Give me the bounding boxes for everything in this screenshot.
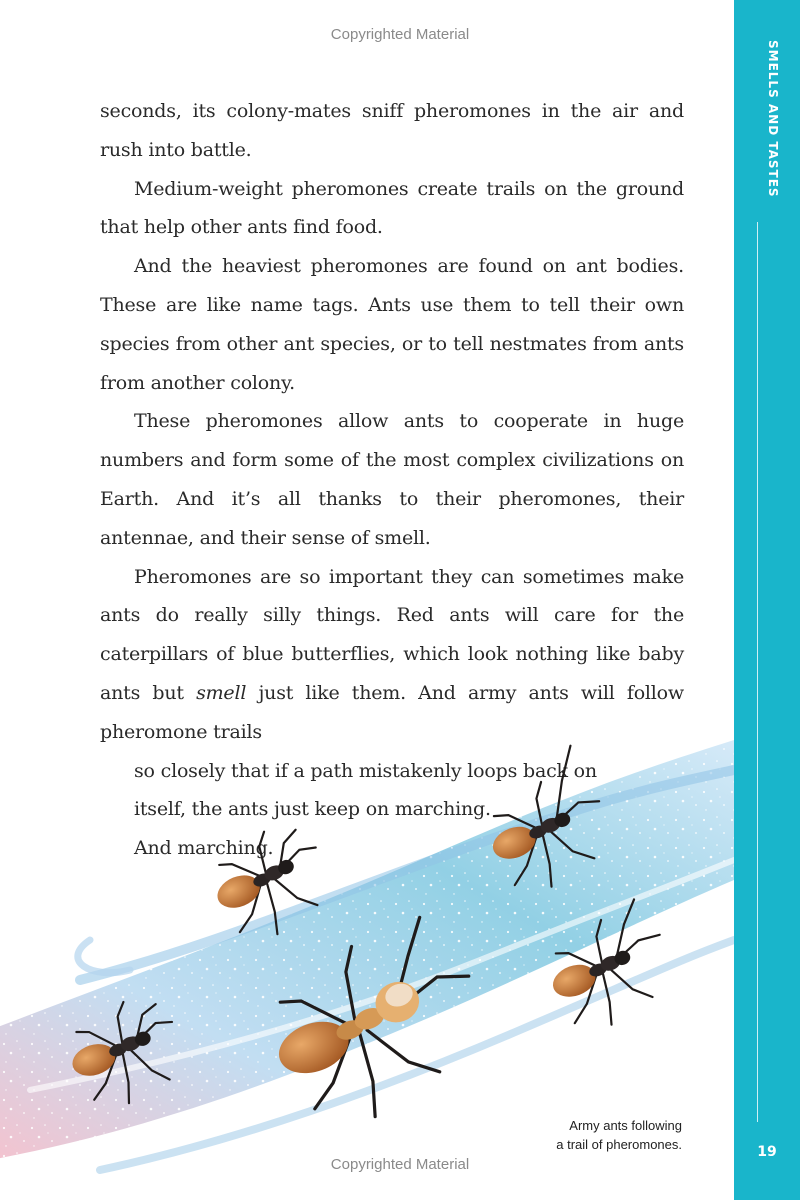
paragraph-4: These pheromones allow ants to cooperate in huge numbers and form some of the most complex civilizations on Earth. And it’s all thanks to their pheromones, their antennae, and their sense of smell. — [100, 410, 684, 549]
chapter-sidebar — [734, 0, 800, 1200]
paragraph-5-text-2: just like them. And army ants will follow pheromone trails — [100, 681, 684, 743]
paragraph-5-text: Pheromones are so important they can sometimes make ants do really silly things. Red ants will care for the caterpillars of blue butterflies, which look nothing like baby ants but — [100, 565, 684, 704]
sidebar-divider — [757, 222, 758, 1122]
section-title: SMELLS AND TASTES — [766, 40, 780, 198]
paragraph-2: Medium-weight pheromones create trails on the ground that help other ants find food. — [100, 177, 684, 239]
caption-line: Army ants following — [569, 1118, 682, 1133]
copyright-watermark-top: Copyrighted Material — [330, 26, 470, 43]
figure-caption — [556, 1116, 682, 1154]
page-number: 19 — [757, 1144, 777, 1160]
paragraph-1: seconds, its colony-mates sniff pheromones in the air and rush into battle. — [100, 100, 684, 161]
paragraph-5-line: And marching. — [134, 837, 274, 860]
emphasis-smell: smell — [196, 681, 247, 704]
copyright-watermark-bottom: Copyrighted Material — [330, 1156, 470, 1173]
paragraph-3: And the heaviest pheromones are found on ant bodies. These are like name tags. Ants use them to tell their own species from other ant species, or to tell nestmates from ants from another colony. — [100, 255, 684, 394]
caption-line: a trail of pheromones. — [556, 1137, 682, 1152]
paragraph-5-line: so closely that if a path mistakenly loops back on — [134, 759, 597, 782]
paragraph-5-line: itself, the ants just keep on marching. — [134, 798, 491, 821]
